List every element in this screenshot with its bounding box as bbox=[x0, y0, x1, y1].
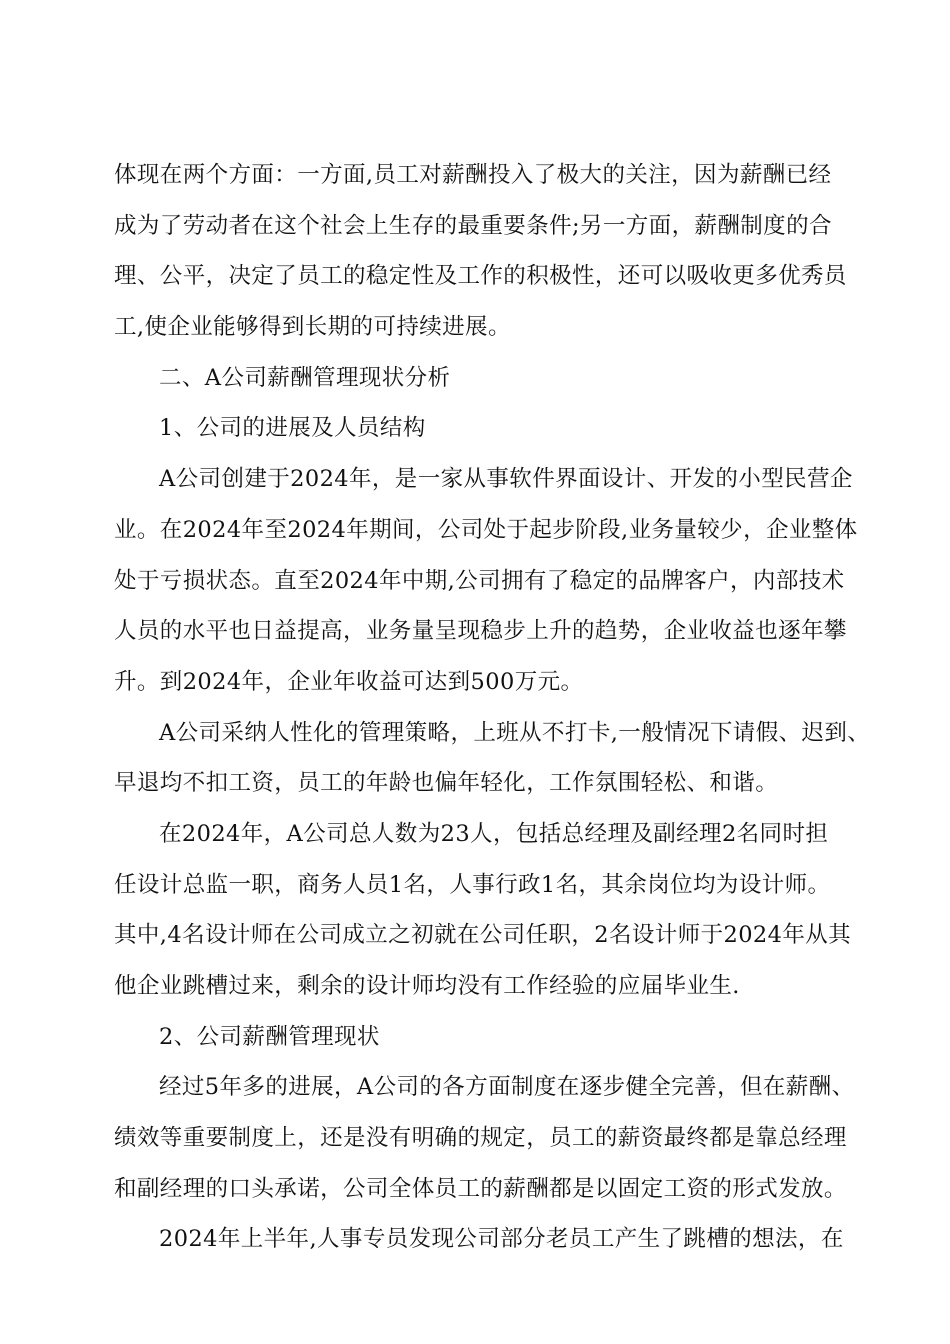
body-text-line: 经过5年多的进展，A公司的各方面制度在逐步健全完善，但在薪酬、 bbox=[159, 1074, 855, 1101]
body-text-line: 在2024年，A公司总人数为23人，包括总经理及副经理2名同时担 bbox=[159, 820, 829, 847]
body-text-line: 早退均不扣工资，员工的年龄也偏年轻化，工作氛围轻松、和谐。 bbox=[114, 770, 779, 797]
body-text-line: 任设计总监一职，商务人员1名，人事行政1名，其余岗位均为设计师。 bbox=[114, 871, 831, 898]
body-text-line: 升。到2024年，企业年收益可达到500万元。 bbox=[114, 668, 584, 695]
body-text-line: 和副经理的口头承诺，公司全体员工的薪酬都是以固定工资的形式发放。 bbox=[114, 1175, 847, 1202]
body-text-line: 其中,4名设计师在公司成立之初就在公司任职，2名设计师于2024年从其 bbox=[114, 922, 852, 949]
body-text-line: A公司创建于2024年，是一家从事软件界面设计、开发的小型民营企 bbox=[159, 466, 853, 493]
body-text-line: 成为了劳动者在这个社会上生存的最重要条件;另一方面，薪酬制度的合 bbox=[114, 212, 832, 239]
subsection-heading: 2、公司薪酬管理现状 bbox=[159, 1023, 380, 1050]
body-text-line: 工,使企业能够得到长期的可持续进展。 bbox=[114, 314, 511, 341]
body-text-line: 处于亏损状态。直至2024年中期,公司拥有了稳定的品牌客户，内部技术 bbox=[114, 567, 845, 594]
body-text-line: 人员的水平也日益提高，业务量呈现稳步上升的趋势，企业收益也逐年攀 bbox=[114, 618, 847, 645]
body-text-line: 绩效等重要制度上，还是没有明确的规定，员工的薪资最终都是靠总经理 bbox=[114, 1125, 847, 1152]
body-text-line: 业。在2024年至2024年期间，公司处于起步阶段,业务量较少，企业整体 bbox=[114, 516, 858, 543]
body-text-line: A公司采纳人性化的管理策略，上班从不打卡,一般情况下请假、迟到、 bbox=[159, 719, 871, 746]
body-text-line: 理、公平，决定了员工的稳定性及工作的积极性，还可以吸收更多优秀员 bbox=[114, 263, 847, 290]
body-text-line: 体现在两个方面：一方面,员工对薪酬投入了极大的关注，因为薪酬已经 bbox=[114, 162, 832, 188]
document-body bbox=[114, 150, 871, 1265]
body-text-line: 2024年上半年,人事专员发现公司部分老员工产生了跳槽的想法，在 bbox=[159, 1226, 844, 1253]
section-heading: 二、A公司薪酬管理现状分析 bbox=[159, 364, 451, 391]
subsection-heading: 1、公司的进展及人员结构 bbox=[159, 415, 426, 442]
body-text-line: 他企业跳槽过来，剩余的设计师均没有工作经验的应届毕业生. bbox=[114, 973, 740, 999]
